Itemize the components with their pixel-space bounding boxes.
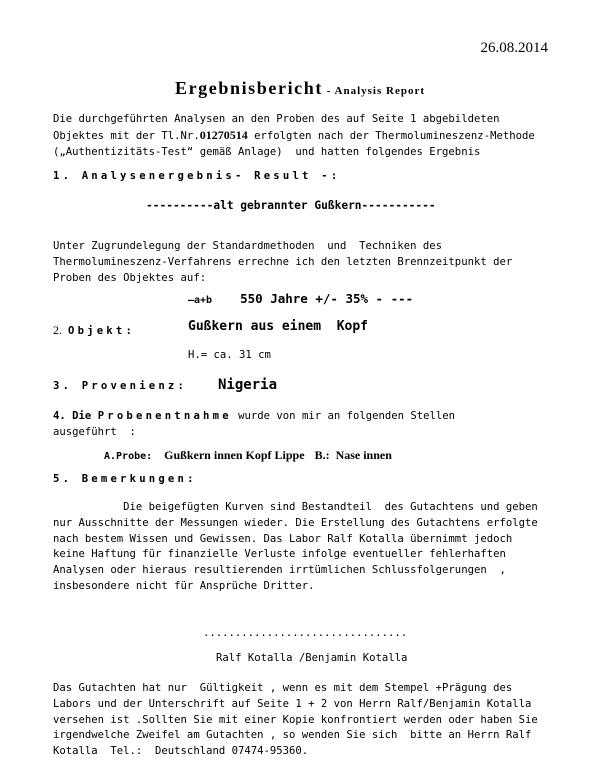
- title-main: Ergebnisbericht: [174, 78, 323, 98]
- validity-paragraph: [53, 681, 538, 760]
- method-line: Thermolumineszenz-Verfahrens errechne ich den letzten Brennzeitpunkt der: [53, 255, 513, 268]
- age-prefix: —a+b: [188, 295, 213, 306]
- object-value: Gußkern aus einem Kopf: [188, 319, 369, 334]
- validity-line: versehen ist .Sollten Sie mit einer Kopie konfrontiert werden oder haben Sie: [53, 713, 538, 726]
- section-number: 4.: [53, 410, 66, 422]
- sample-b-label: B.:: [314, 448, 330, 462]
- age-suffix: - ---: [368, 291, 414, 306]
- section-4-line: ausgeführt :: [53, 425, 136, 438]
- validity-line: Kotalla Tel.: Deutschland 07474-95360.: [53, 745, 309, 758]
- object-size: H.= ca. 31 cm: [188, 349, 271, 361]
- section-3-heading: 3. Provenienz:: [53, 380, 188, 392]
- intro-text: erfolgten nach der Thermolumineszenz-Methode: [247, 129, 535, 142]
- result-text: ----------alt gebrannter Gußkern-----------: [146, 199, 436, 212]
- sample-b-value: Nase innen: [335, 448, 392, 462]
- validity-line: irgendwelche Zweifel am Gutachten , so wenden Sie sich bitte an Herrn Ralf: [53, 729, 532, 742]
- intro-line: [53, 128, 535, 145]
- intro-text: Objektes mit der Tl.Nr.: [53, 129, 200, 142]
- remarks-line: insbesondere nicht für Ansprüche Dritter.: [53, 579, 315, 592]
- intro-paragraph: [53, 112, 535, 160]
- age-value: 550 Jahre +/- 35%: [240, 291, 369, 306]
- signature-name: Ralf Kotalla /Benjamin Kotalla: [216, 652, 408, 664]
- intro-line: Die durchgeführten Analysen an den Proben des auf Seite 1 abgebildeten: [53, 113, 500, 125]
- report-date: 26.08.2014: [480, 40, 548, 56]
- sample-a-label: A.Probe:: [104, 451, 153, 462]
- object-number: 01270514: [199, 127, 248, 142]
- section-text: wurde von mir an folgenden Stellen: [231, 410, 456, 422]
- remarks-line: Analysen oder hieraus resultierenden irrtümlichen Schlussfolgerungen ,: [53, 564, 506, 577]
- title-separator: -: [322, 85, 335, 97]
- remarks-paragraph: [53, 500, 538, 595]
- sample-locations: [104, 446, 392, 464]
- remarks-line: Die beigefügten Kurven sind Bestandteil des Gutachtens und geben: [53, 501, 538, 513]
- age-result: [188, 290, 413, 308]
- validity-line: Das Gutachten hat nur Gültigkeit , wenn es mit dem Stempel +Prägung des: [53, 682, 513, 694]
- provenance-value: Nigeria: [218, 377, 278, 393]
- remarks-line: nach bestem Wissen und Gewissen. Das Labor Ralf Kotalla übernimmt jedoch: [53, 532, 513, 545]
- section-word: Die: [72, 410, 92, 422]
- intro-line: („Authentizitäts-Test“ gemäß Anlage) und hatten folgendes Ergebnis: [53, 145, 481, 158]
- validity-line: Labors und der Unterschrift auf Seite 1 + 2 von Herrn Ralf/Benjamin Kotalla: [53, 697, 532, 710]
- section-5-heading: 5. Bemerkungen:: [53, 473, 197, 485]
- method-line: Proben des Objektes auf:: [53, 271, 207, 284]
- report-title: [0, 78, 600, 99]
- section-4-line: [53, 409, 455, 425]
- signature-line: ................................: [203, 627, 408, 639]
- title-subtitle: Analysis Report: [334, 85, 426, 97]
- remarks-line: nur Ausschnitte der Messungen wieder. Die Erstellung des Gutachtens erfolgte: [53, 516, 538, 529]
- section-4: [53, 409, 455, 441]
- method-line: Unter Zugrundelegung der Standardmethoden und Techniken des: [53, 240, 443, 252]
- section-word: Probenentnahme: [97, 410, 232, 422]
- method-paragraph: [53, 239, 512, 286]
- section-2-heading: [53, 321, 135, 339]
- remarks-line: keine Haftung für finanzielle Verluste infolge eventueller fehlerhaften: [53, 548, 506, 561]
- section-label: Objekt:: [68, 325, 136, 337]
- section-number: 2.: [53, 323, 62, 337]
- section-1-heading: 1. Analysenergebnis- Result -:: [53, 170, 341, 182]
- sample-a-value: Gußkern innen Kopf Lippe: [164, 448, 305, 462]
